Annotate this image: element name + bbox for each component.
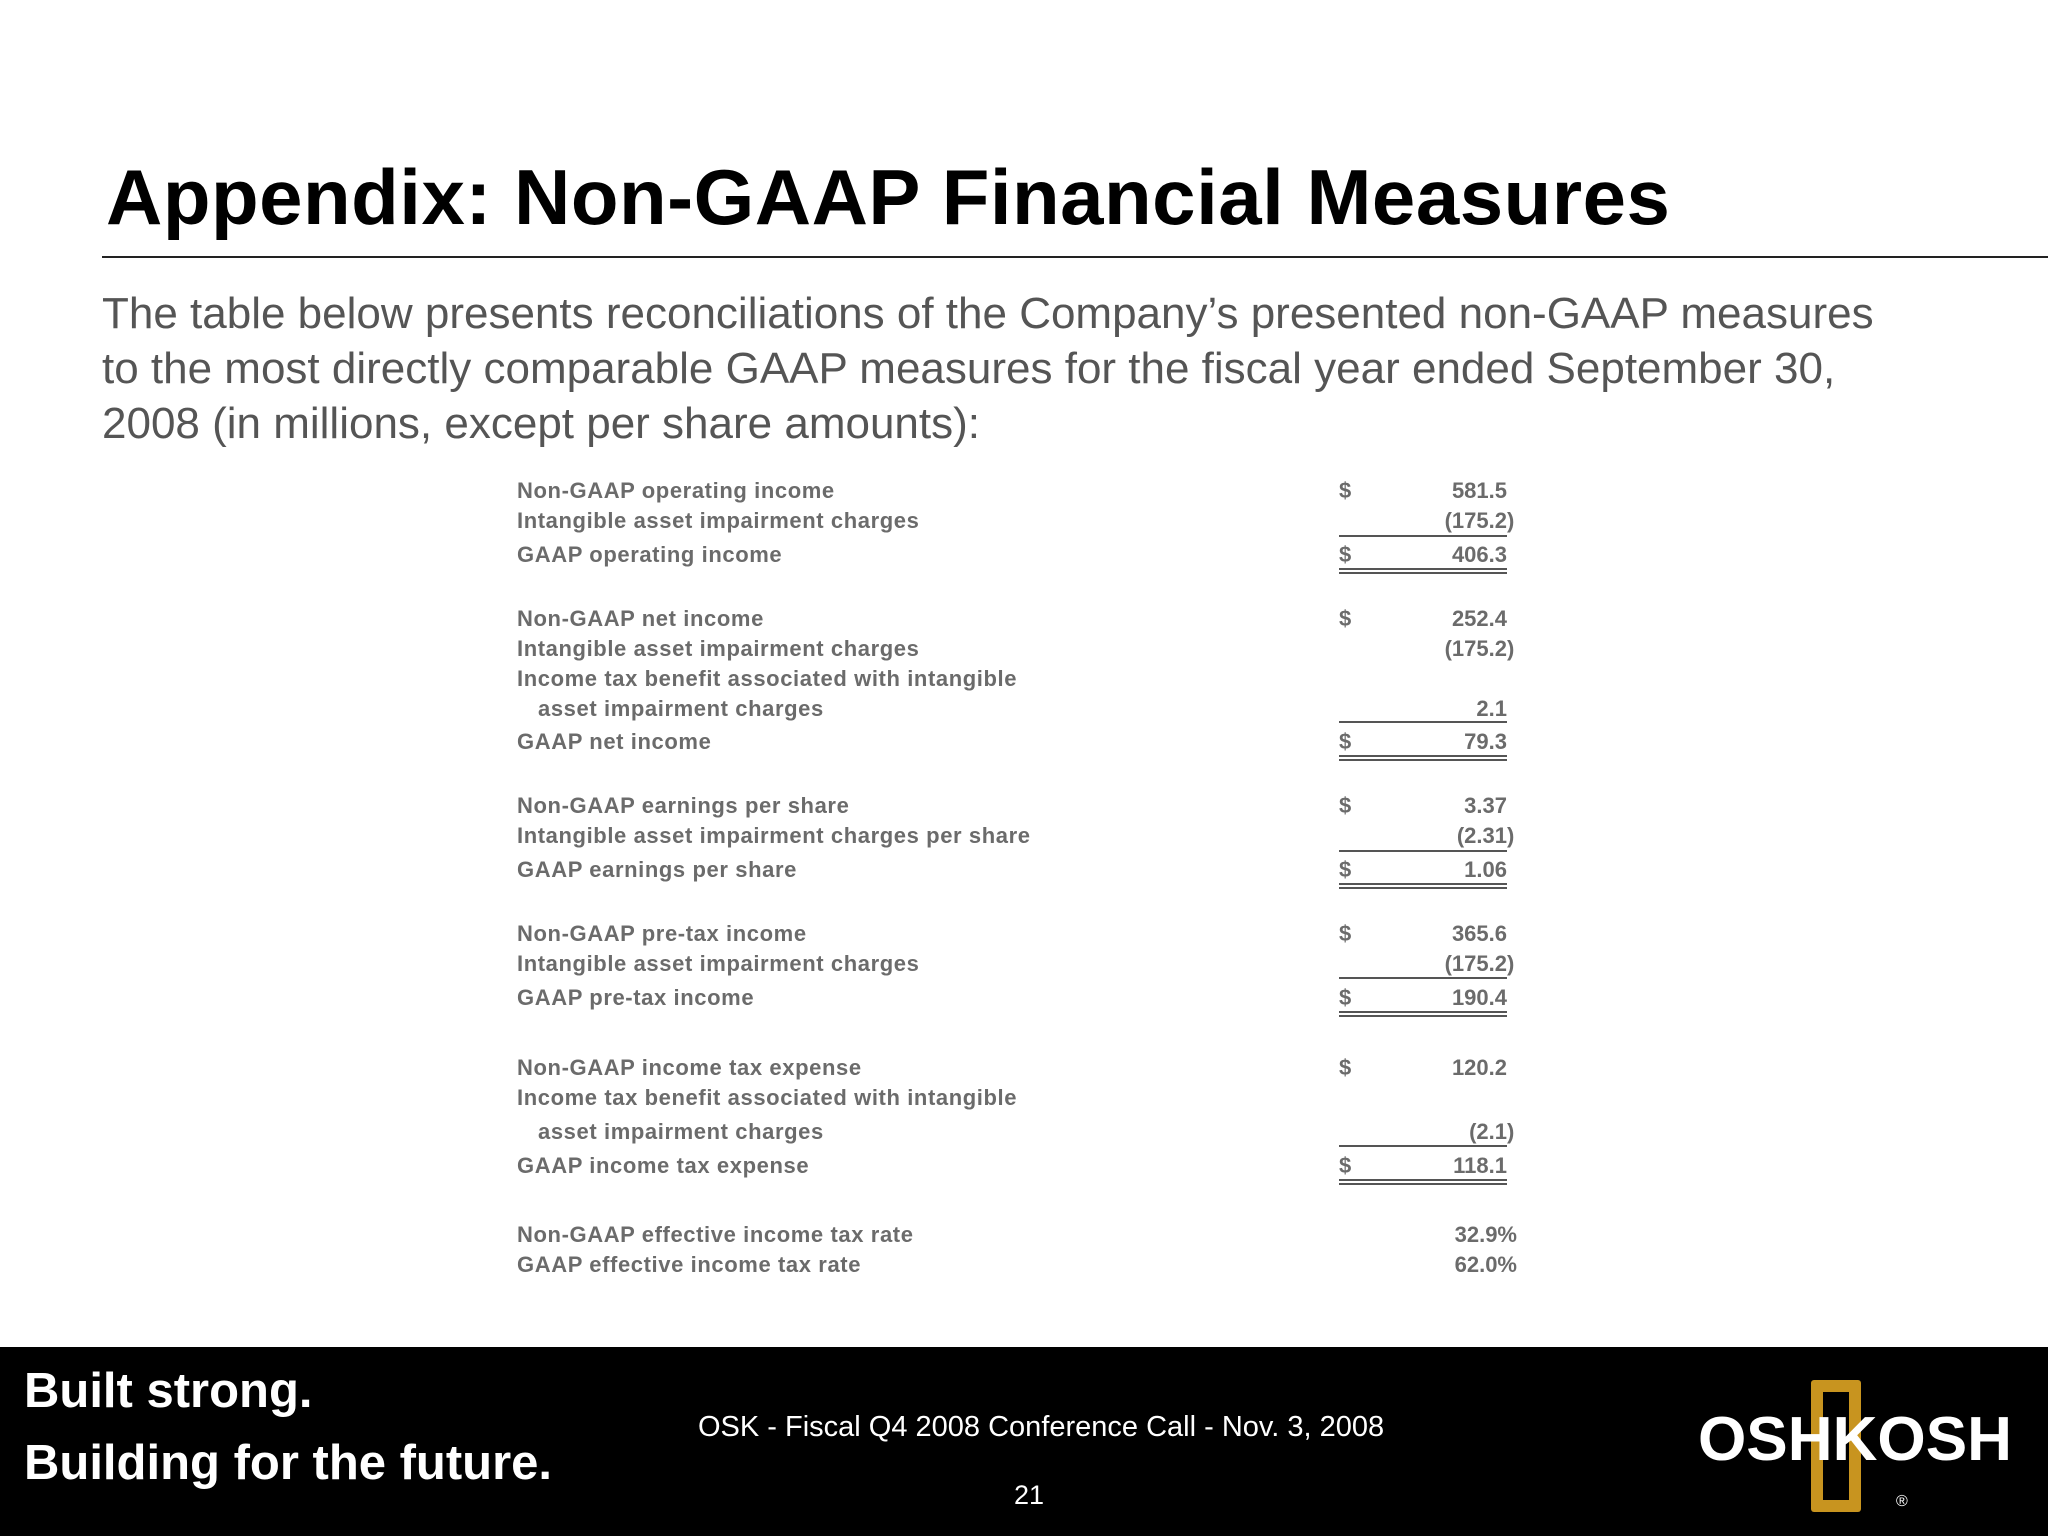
row-value: (175.2) (1444, 951, 1515, 976)
row-label: Non-GAAP net income (517, 606, 764, 631)
row-label: Income tax benefit associated with intangible (517, 666, 1018, 691)
dollar-sign: $ (1339, 542, 1352, 567)
dollar-sign: $ (1339, 793, 1352, 818)
table-row (517, 1252, 1517, 1282)
row-value: 32.9% (1454, 1222, 1517, 1247)
dollar-sign: $ (1339, 921, 1352, 946)
dollar-sign: $ (1339, 729, 1352, 754)
row-label: GAAP earnings per share (517, 857, 797, 882)
subtotal-rule (1339, 721, 1507, 723)
row-value: (175.2) (1444, 508, 1515, 533)
row-label: Income tax benefit associated with intangible (517, 1085, 1018, 1110)
row-label: Non-GAAP income tax expense (517, 1055, 862, 1080)
row-value: 120.2 (1451, 1055, 1507, 1080)
table-row (517, 921, 1517, 951)
logo-wordmark: OSHKOSH (1698, 1405, 2012, 1474)
table-row (517, 1222, 1517, 1252)
oshkosh-logo (1690, 1378, 2020, 1514)
row-value: 365.6 (1451, 921, 1507, 946)
table-row (517, 823, 1517, 853)
row-label: GAAP effective income tax rate (517, 1252, 862, 1277)
row-label: Intangible asset impairment charges per share (517, 823, 1031, 848)
row-value: 118.1 (1453, 1153, 1507, 1178)
conference-caption: OSK - Fiscal Q4 2008 Conference Call - Nov. 3, 2008 (698, 1411, 1385, 1443)
total-rule (1339, 568, 1507, 574)
tagline-line-1: Built strong. (24, 1364, 313, 1418)
row-label: GAAP operating income (517, 542, 783, 567)
table-row (517, 1085, 1517, 1115)
dollar-sign: $ (1339, 857, 1352, 882)
row-label: Non-GAAP pre-tax income (517, 921, 807, 946)
row-value: 2.1 (1476, 696, 1507, 721)
subtotal-rule (1339, 850, 1507, 852)
row-value: 79.3 (1464, 729, 1507, 754)
total-rule (1339, 755, 1507, 761)
row-label: Non-GAAP effective income tax rate (517, 1222, 914, 1247)
dollar-sign: $ (1339, 478, 1352, 503)
page-number: 21 (1014, 1480, 1045, 1510)
dollar-sign: $ (1339, 985, 1352, 1010)
total-rule (1339, 883, 1507, 889)
table-row (517, 793, 1517, 823)
row-value: (2.31) (1456, 823, 1515, 848)
table-row (517, 478, 1517, 508)
table-row (517, 636, 1517, 666)
row-value: (2.1) (1469, 1119, 1515, 1144)
page-title: Appendix: Non-GAAP Financial Measures (106, 153, 1671, 241)
row-label: GAAP net income (517, 729, 712, 754)
subtotal-rule (1339, 977, 1507, 979)
table-row (517, 606, 1517, 636)
logo-registered-mark: ® (1896, 1493, 1908, 1510)
row-label: asset impairment charges (538, 696, 824, 721)
subtotal-rule (1339, 535, 1507, 537)
row-value: 252.4 (1451, 606, 1507, 631)
row-value: (175.2) (1444, 636, 1515, 661)
row-value: 581.5 (1451, 478, 1507, 503)
table-row (517, 508, 1517, 538)
row-label: Non-GAAP earnings per share (517, 793, 850, 818)
row-label: Intangible asset impairment charges (517, 951, 920, 976)
row-value: 62.0% (1454, 1252, 1517, 1277)
row-label: Intangible asset impairment charges (517, 636, 920, 661)
row-value: 1.06 (1464, 857, 1507, 882)
tagline-line-2: Building for the future. (24, 1436, 553, 1490)
row-label: GAAP pre-tax income (517, 985, 755, 1010)
row-label: Intangible asset impairment charges (517, 508, 920, 533)
table-row (517, 666, 1517, 696)
row-value: 3.37 (1464, 793, 1507, 818)
intro-paragraph: The table below presents reconciliations of the Company’s presented non-GAAP measures to the most directly comparable GAAP measures for the fiscal year ended September 30, 2008 (in millions, except per share amounts): (102, 289, 1874, 448)
row-label: asset impairment charges (538, 1119, 824, 1144)
row-label: GAAP income tax expense (517, 1153, 810, 1178)
total-rule (1339, 1011, 1507, 1017)
dollar-sign: $ (1339, 606, 1352, 631)
total-rule (1339, 1179, 1507, 1185)
row-label: Non-GAAP operating income (517, 478, 835, 503)
subtotal-rule (1339, 1145, 1507, 1147)
table-row (517, 1055, 1517, 1085)
dollar-sign: $ (1339, 1055, 1352, 1080)
row-value: 406.3 (1451, 542, 1507, 567)
row-value: 190.4 (1451, 985, 1507, 1010)
dollar-sign: $ (1339, 1153, 1352, 1178)
